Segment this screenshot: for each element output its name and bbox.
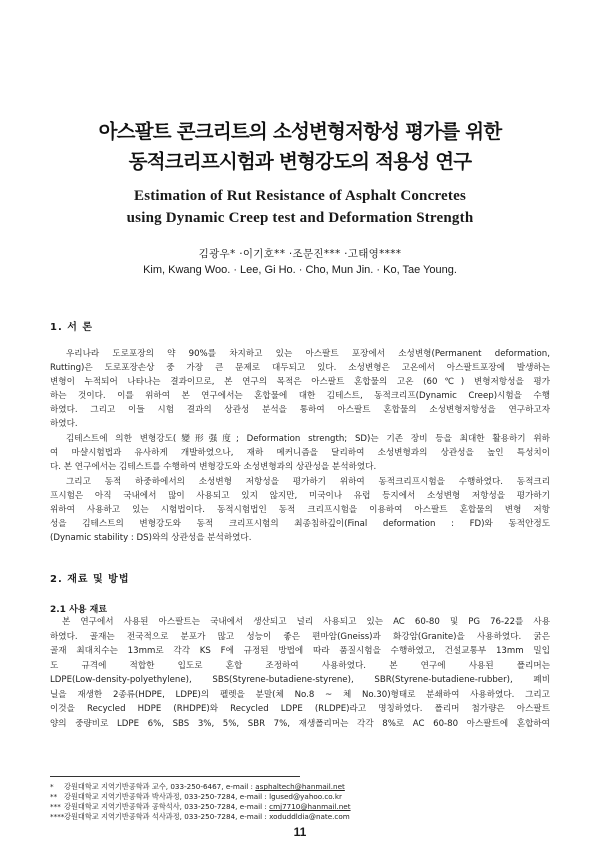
footnote-email-link[interactable]: cmj7710@hanmail.net: [269, 802, 351, 811]
materials-line: 닐을 재생한 2종류(HDPE, LDPE)의 펠렛을 분말(체 No.8 ~ 체 No.30)형태로 분쇄하여 사용하였다. 그리고: [50, 690, 550, 700]
intro-line: 프시험은 아직 국내에서 많이 사용되고 있지 않지만, 미국이나 유럽 등지에서 소성변형 저항성을 평가하기: [50, 491, 550, 501]
intro-line: 위하여 사용하고 있는 시험법이다. 동적시험법인 동적 크리프시험을 이용하여 아스팔트 혼합물의 변형 저항: [50, 505, 550, 515]
section-heading-materials-methods: 2. 재료 및 방법: [50, 574, 130, 585]
english-authors: Kim, Kwang Woo. · Lee, Gi Ho. · Cho, Mun Jin. · Ko, Tae Young.: [143, 264, 457, 276]
intro-line: 변형이 누적되어 나타나는 결과이므로, 본 연구의 목적은 아스팔트 혼합물의 고온 (60℃) 변형저항성을 평가: [50, 377, 550, 387]
english-title-line-1: Estimation of Rut Resistance of Asphalt Concretes: [133, 188, 466, 204]
footnote: [50, 782, 345, 792]
intro-line: (Dynamic stability : DS)와의 상관성을 분석하였다.: [50, 533, 252, 543]
korean-authors: 김광우* ·이기호** ·조문진*** ·고태영****: [198, 248, 402, 260]
materials-line: 본 연구에서 사용된 아스팔트는 국내에서 생산되고 널리 사용되고 있는 AC 60-80 및 PG 76-22를 사용: [62, 617, 550, 627]
korean-title-line-1: 아스팔트 콘크리트의 소성변형저항성 평가를 위한: [98, 120, 502, 143]
intro-line: 여 마샬시험법과 유사하게 개발하였으나, 재하 메커니즘을 달리하여 소성변형과의 상관성을 높인 특성치이: [50, 448, 550, 458]
subsection-heading-materials: 2.1 사용 재료: [50, 605, 107, 615]
footnote-mark: ****: [50, 812, 65, 821]
intro-line: 성을 김테스트의 변형강도와 동적 크리프시험의 최종침하깊이(Final deformation : FD)와 동적안정도: [50, 519, 550, 529]
intro-line: 하는 것이다. 이를 위하여 본 연구에서는 혼합물에 대한 김테스트, 동적크리프(Dynamic Creep)시험을 수행: [50, 391, 550, 401]
footnote-email-link[interactable]: lgused@yahoo.co.kr: [269, 792, 342, 801]
footnote-text: 강원대학교 지역기반공학과 박사과정, 033-250-7284, e-mail :: [64, 792, 270, 801]
footnote: [50, 812, 350, 822]
footnote-text: 강원대학교 지역기반공학과 교수, 033-250-6467, e-mail :: [64, 782, 256, 791]
intro-line: 하였다.: [50, 419, 78, 429]
footnote-text: 강원대학교 지역기반공학과 석사과정, 033-250-7284, e-mail :: [64, 812, 270, 821]
footnote: [50, 802, 351, 812]
materials-line: 골재 최대치수는 13mm로 각각 KS F에 규정된 방법에 따라 품질시험을 수행하였고, 건설교통부 13mm 밀입: [50, 646, 550, 656]
footnote-text: 강원대학교 지역기반공학과 공학석사, 033-250-7284, e-mail :: [64, 802, 270, 811]
intro-line: 우리나라 도로포장의 약 90%를 차지하고 있는 아스팔트 포장에서 소성변형(Permanent deformation,: [66, 349, 550, 359]
footnote-mark: **: [50, 792, 58, 801]
materials-line: 이것을 Recycled HDPE (RHDPE)와 Recycled LDPE (RLDPE)라고 명칭하였다. 폴리머 첨가량은 아스팔트: [50, 704, 550, 714]
section-heading-introduction: 1. 서 론: [50, 322, 94, 333]
intro-line: 다. 본 연구에서는 김테스트를 수행하여 변형강도와 소성변형과의 상관성을 분석하였다.: [50, 462, 377, 472]
korean-title-line-2: 동적크리프시험과 변형강도의 적용성 연구: [128, 150, 472, 173]
footnote-mark: ***: [50, 802, 61, 811]
intro-line: 김테스트에 의한 변형강도(變形强度; Deformation strength; SD)는 기존 장비 등을 최대한 활용하기 위하: [66, 434, 550, 444]
footnote-email-link[interactable]: asphaltech@hanmail.net: [255, 782, 345, 791]
intro-line: 그리고 동적 하중하에서의 소성변형 저항성을 평가하기 위하여 동적크리프시험을 수행하였다. 동적크리: [66, 477, 550, 487]
materials-line: 도 규격에 적합한 입도로 혼합 조정하여 사용하였다. 본 연구에 사용된 폴리머는: [50, 661, 550, 671]
materials-line: 양의 중량비로 LDPE 6%, SBS 3%, 5%, SBR 7%, 재생폴리머는 각각 8%로 AC 60-80 아스팔트에 혼합하여: [50, 719, 550, 729]
footnote-mark: *: [50, 782, 54, 791]
materials-line: LDPE(Low-density-polyethylene), SBS(Styrene-butadiene-styrene), SBR(Styrene-butadiene-rubber), 폐비: [50, 675, 550, 685]
english-title-line-2: using Dynamic Creep test and Deformation Strength: [126, 210, 474, 226]
intro-line: Rutting)은 도로포장손상 중 가장 큰 문제로 대두되고 있다. 소성변형은 고온에서 아스팔트포장에 발생하는: [50, 363, 550, 373]
page-number: 11: [293, 825, 307, 839]
materials-line: 하였다. 골재는 전국적으로 분포가 많고 성능이 좋은 편마암(Gneiss)과 화강암(Granite)을 사용하였다. 굵은: [50, 632, 550, 642]
footnote-divider: [50, 776, 300, 777]
footnote: [50, 792, 342, 802]
footnote-email-link[interactable]: xoduddldia@nate.com: [269, 812, 350, 821]
intro-line: 하였다. 그리고 이들 시험 결과의 상관성 분석을 통하여 아스팔트 혼합물의 소성변형저항성을 연구하고자: [50, 405, 550, 415]
